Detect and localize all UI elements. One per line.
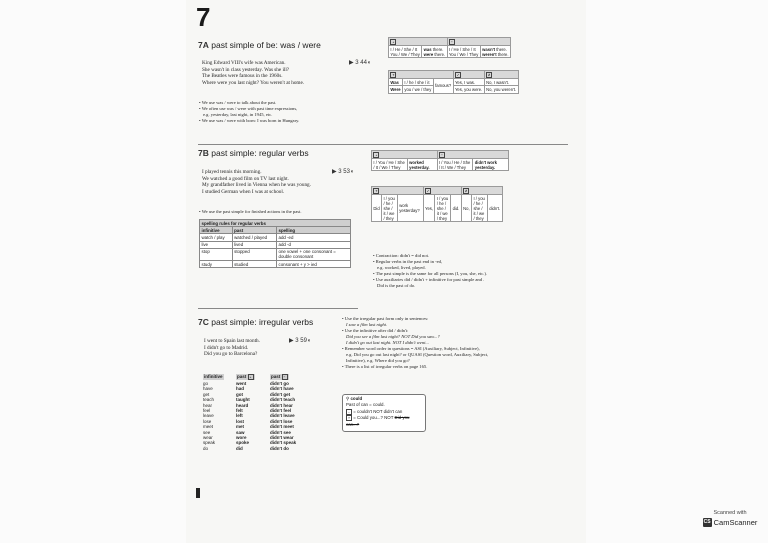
verb-cell: hear <box>203 402 213 408</box>
verb-cell: went <box>236 381 247 386</box>
verb-cell: didn't leave <box>270 413 295 419</box>
divider <box>198 144 568 145</box>
examples-7c: I went to Spain last month. I didn't go to Madrid. Did you go to Barcelona? <box>204 338 260 358</box>
verb-cell: leave <box>203 413 214 419</box>
verb-cell: didn't teach <box>270 397 296 403</box>
grammar-table-7a-top: + − I / He / She / It You / We / They was there. were there. I / He / She / It You / We / They wasn't there. weren't there. <box>388 37 511 58</box>
grammar-table-7b-top: + − I / You / He / She / It / We / They worked yesterday. I / You / He / She / It / We / They didn't work yesterday. <box>371 150 509 171</box>
verb-cell: feel <box>203 408 211 414</box>
verb-cell: lose <box>203 418 212 424</box>
magnifier-icon: ⚲ <box>346 396 350 401</box>
divider <box>198 308 358 309</box>
section-7b-heading: 7B past simple: regular verbs <box>198 148 309 158</box>
verb-cell: do <box>203 445 209 451</box>
verb-cell: go <box>203 381 209 386</box>
notes-7b: • Contraction: didn't = did not. • Regular verbs in the past end in -ed, e.g. worked, lived, played. • The past simple is the same for all persons (I, you, she, etc.). • Use auxiliaries did / didn't + infinitive for past simple and . Did is the past of do. <box>373 253 487 289</box>
examples-7b: I played tennis this morning. We watched a good film on TV last night. My grandfather lived in Vienna when he was young. I studied German when I was at school. <box>202 169 311 195</box>
verb-cell: saw <box>236 429 245 435</box>
negative-column <box>270 381 296 451</box>
section-7c-heading: 7C past simple: irregular verbs <box>198 317 314 327</box>
could-note-box: ⚲ could Past of can = could. − = couldn't NOT didn't can ? = Could you...? NOT Did you can...? <box>342 394 426 432</box>
past-column <box>236 381 250 451</box>
verb-cell: felt <box>236 408 243 414</box>
verb-cell: had <box>236 386 245 392</box>
irregular-verbs-list: infinitive past + past − go have get teach hear feel leave lose meet see wear speak do went had got taught heard felt left lost met saw wore spoke did didn't go didn't have didn't get didn't teach didn't hear didn't feel didn't leave didn't lose didn't meet didn't see didn't wear didn't speak didn't do <box>203 374 297 451</box>
verb-cell: didn't meet <box>270 424 294 430</box>
audio-ref: ▶ 3 44◖ <box>349 60 371 66</box>
verb-cell: didn't get <box>270 391 291 397</box>
verb-cell: did <box>236 445 243 451</box>
section-code: 7A <box>198 40 209 50</box>
verb-cell: meet <box>203 424 214 430</box>
unit-number: 7 <box>196 2 211 32</box>
infinitive-column <box>203 381 215 451</box>
verb-cell: got <box>236 391 243 397</box>
verb-cell: didn't speak <box>270 440 297 446</box>
verb-cell: see <box>203 429 211 435</box>
notes-7a: • We use was / were to talk about the past. • We often use was / were with past time expressions, e.g. yesterday, last night, in 1945, etc. • We use was / were with born: I was born in Hungary. <box>199 100 299 124</box>
notes-7c: • Use the irregular past form only in sentences: I saw a film last night. • Use the infinitive after did / didn't: Did you see a film last night? NOT Did you saw...? I didn't go out last night. NOT I didn't went... • Remember word order in questions = ASI (Auxiliary, Subject, Infinitive), e.g. Did you go out last night? or QUASI (Question word, Auxiliary, Subject, Infinitive), e.g. Where did you go? • There is a list of irregular verbs on page 165. <box>342 316 488 370</box>
verb-cell: didn't feel <box>270 408 292 414</box>
verb-cell: lost <box>236 418 245 424</box>
verb-cell: didn't go <box>270 381 289 386</box>
verb-cell: speak <box>203 440 216 446</box>
verb-cell: didn't hear <box>270 402 293 408</box>
verb-cell: met <box>236 424 245 430</box>
verb-cell: teach <box>203 397 215 403</box>
examples-7a: King Edward VIII's wife was American. She wasn't in class yesterday. Was she ill? The Beatles were famous in the 1960s. Where were you last night? You weren't at home. <box>202 60 305 86</box>
verb-cell: wear <box>203 435 213 441</box>
verb-cell: didn't lose <box>270 418 293 424</box>
verb-cell: didn't see <box>270 429 291 435</box>
verb-cell: get <box>203 391 210 397</box>
verb-cell: didn't wear <box>270 435 294 441</box>
verb-cell: heard <box>236 402 249 408</box>
verb-cell: spoke <box>236 440 250 446</box>
spelling-rules-table: spelling rules for regular verbs infinitive past spelling watch / play watched / played add -ed live lived add -d stop stopped one vowel + one consonant = double consonant study studied consonant + y > ied <box>199 219 351 268</box>
camscanner-watermark: Scanned with CS CamScanner <box>703 510 758 527</box>
audio-ref: ▶ 3 53◖ <box>332 169 354 175</box>
verb-cell: have <box>203 386 213 392</box>
section-title: past simple of be: was / were <box>211 40 321 50</box>
grammar-table-7a-question: ? ✓ ✗ Was I / he / she / it famous? Yes, I was. No, I wasn't. Were you / we / they Yes, you were. No, you weren't. <box>388 70 519 94</box>
section-7a-heading <box>198 40 321 50</box>
verb-cell: didn't have <box>270 386 294 392</box>
verb-cell: left <box>236 413 243 419</box>
page-edge-mark <box>196 488 200 498</box>
camscanner-logo-icon: CS <box>703 519 711 525</box>
verb-cell: taught <box>236 397 250 403</box>
verb-cell: wore <box>236 435 247 441</box>
audio-ref: ▶ 3 59◖ <box>289 338 311 344</box>
grammar-table-7b-question: ? ✓ ✗ Did I / you / he / she / it / we / they work yesterday? Yes, I / you / he / she / it / we / they did. No, I / you / he / she / it / we / they didn't. <box>371 186 503 222</box>
note-7b: • We use the past simple for finished actions in the past. <box>199 209 301 215</box>
verb-cell: didn't do <box>270 445 289 451</box>
